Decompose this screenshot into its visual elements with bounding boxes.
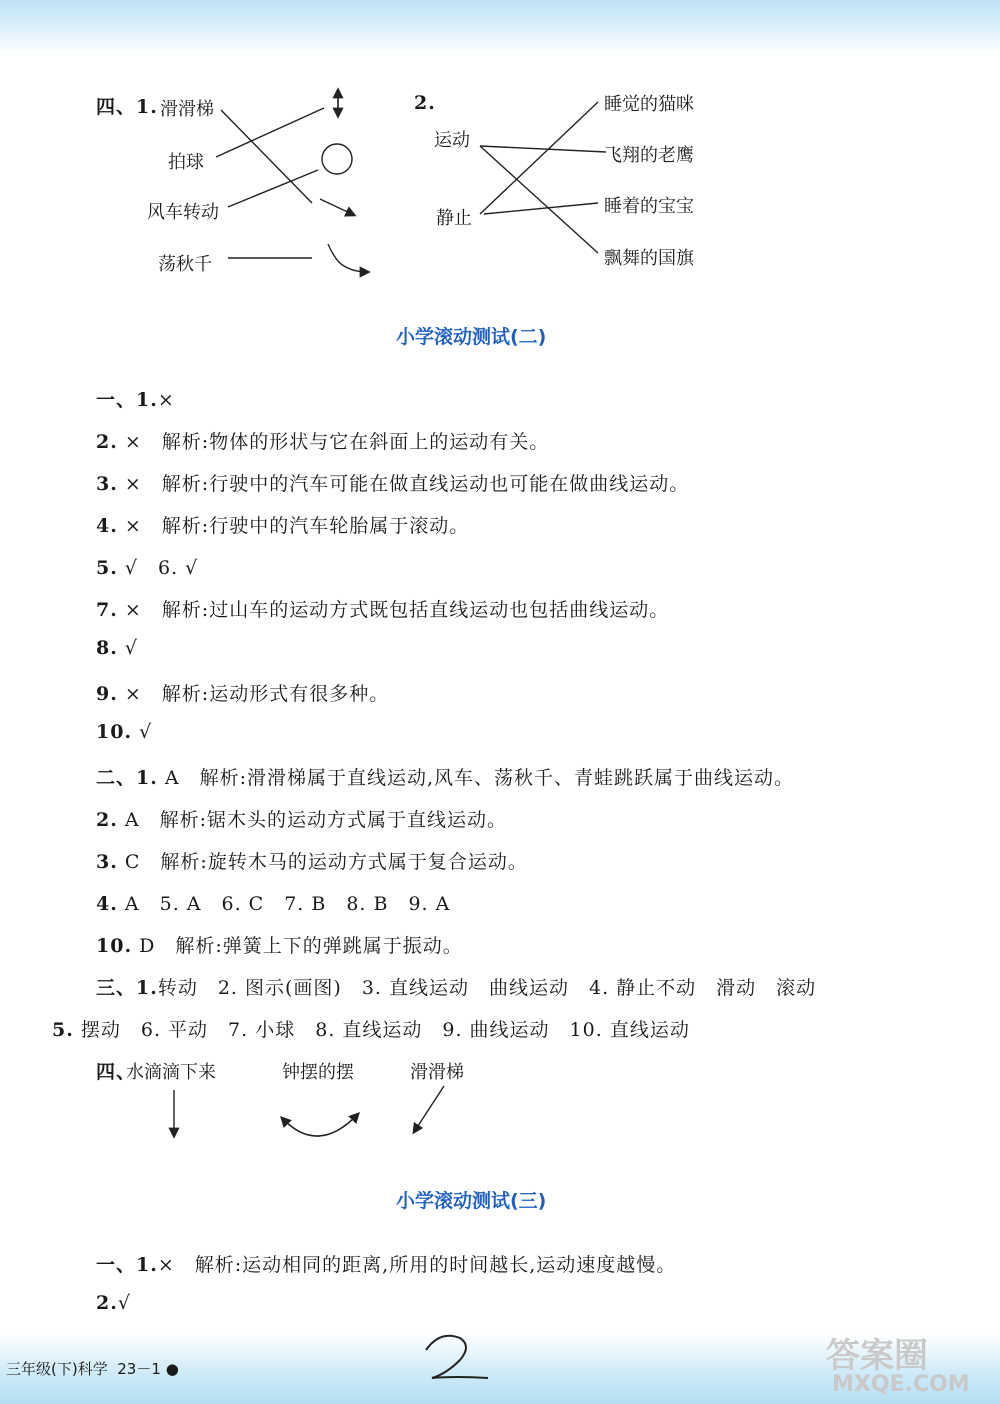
answer-line: 一、1.×: [96, 389, 175, 411]
match-right-item: 飘舞的国旗: [604, 248, 694, 269]
answer-line: 三、1.转动 2. 图示(画图) 3. 直线运动 曲线运动 4. 静止不动 滑动 滚动: [96, 977, 817, 999]
answer-line: 7. × 解析:过山车的运动方式既包括直线运动也包括曲线运动。: [96, 599, 670, 621]
match-left-item: 拍球: [168, 152, 204, 173]
footer-grade: 三年级(下)科学 23－1 ●: [6, 1360, 179, 1378]
section-title: 小学滚动测试(三): [396, 1190, 547, 1212]
match-left-item: 静止: [436, 208, 472, 229]
answer-line: 4. × 解析:行驶中的汽车轮胎属于滚动。: [96, 515, 470, 537]
part4-label: 四、: [96, 1061, 137, 1083]
watermark-logo: 答案圈: [826, 1336, 928, 1376]
answer-line: 8. √: [96, 637, 138, 659]
match-right-item: 飞翔的老鹰: [604, 145, 694, 166]
answer-line: 2. × 解析:物体的形状与它在斜面上的运动有关。: [96, 431, 550, 453]
match-right-item: 睡觉的猫咪: [604, 94, 694, 115]
watermark-url: MXQE.COM: [832, 1372, 970, 1397]
answer-line: 4. A 5. A 6. C 7. B 8. B 9. A: [96, 893, 451, 915]
answer-line: 5. √ 6. √: [96, 557, 199, 579]
diagonal-arrow-icon: [414, 1086, 444, 1132]
straight-arrow-icon: [320, 199, 354, 215]
answer-line: 10. D 解析:弹簧上下的弹跳属于振动。: [96, 935, 463, 957]
answer-line: 二、1. A 解析:滑滑梯属于直线运动,风车、荡秋千、青蛙跳跃属于曲线运动。: [96, 767, 795, 789]
match-line: [484, 203, 598, 214]
motion-label: 水滴滴下来: [126, 1062, 216, 1083]
match-left-item: 滑滑梯: [160, 99, 214, 120]
section-title: 小学滚动测试(二): [396, 326, 547, 348]
answer-line: 一、1.× 解析:运动相同的距离,所用的时间越长,运动速度越慢。: [96, 1254, 677, 1276]
curved-arrow-icon: [328, 244, 368, 272]
match-line: [228, 170, 318, 207]
match-left-item: 荡秋千: [158, 254, 212, 275]
match-line: [480, 146, 606, 152]
match-line: [216, 108, 324, 157]
circle-icon: [322, 144, 352, 174]
match-left-item: 运动: [434, 130, 470, 151]
answer-line: 2. A 解析:锯木头的运动方式属于直线运动。: [96, 809, 508, 831]
motion-label: 钟摆的摆: [282, 1062, 354, 1083]
q4-2-label: 2.: [414, 92, 436, 114]
answer-line: 5. 摆动 6. 平动 7. 小球 8. 直线运动 9. 曲线运动 10. 直线运动: [52, 1019, 690, 1041]
answer-line: 9. × 解析:运动形式有很多种。: [96, 683, 390, 705]
answer-line: 2.√: [96, 1292, 131, 1314]
match-right-item: 睡着的宝宝: [604, 196, 694, 217]
match-left-item: 风车转动: [147, 202, 219, 223]
match-line: [480, 146, 598, 253]
answer-line: 10. √: [96, 721, 153, 743]
handwritten-mark: [426, 1336, 488, 1378]
match-line: [221, 110, 312, 203]
motion-label: 滑滑梯: [410, 1062, 464, 1083]
bullet-icon: ●: [165, 1360, 179, 1378]
answer-line: 3. C 解析:旋转木马的运动方式属于复合运动。: [96, 851, 528, 873]
match-line: [480, 102, 598, 214]
q4-1-label: 四、1.: [96, 96, 158, 118]
answer-line: 3. × 解析:行驶中的汽车可能在做直线运动也可能在做曲线运动。: [96, 473, 690, 495]
